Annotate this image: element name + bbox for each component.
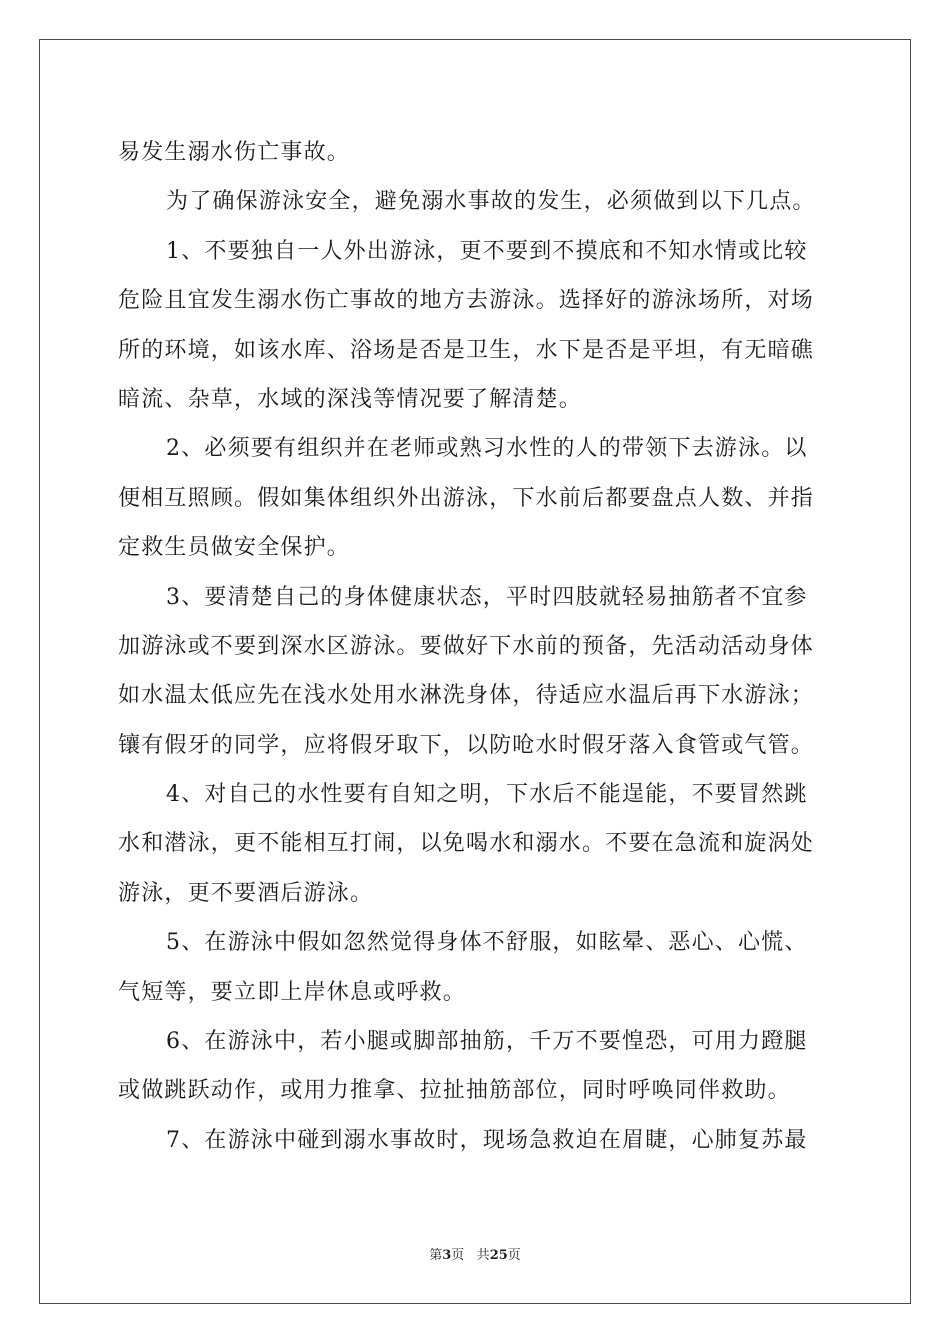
text-line: 加游泳或不要到深水区游泳。要做好下水前的预备，先活动活动身体 <box>118 633 815 659</box>
total-prefix: 共 <box>476 1248 490 1263</box>
paragraph-item-4: 4、对自己的水性要有自知之明，下水后不能逞能，不要冒然跳 <box>166 782 808 808</box>
text-line: 所的环境，如该水库、浴场是否是卫生，水下是否是平坦，有无暗礁 <box>118 337 815 363</box>
text-line: 游泳，更不要酒后游泳。 <box>118 880 374 906</box>
text-line: 如水温太低应先在浅水处用水淋洗身体，待适应水温后再下水游泳； <box>118 683 815 709</box>
paragraph-intro: 为了确保游泳安全，避免溺水事故的发生，必须做到以下几点。 <box>166 189 816 215</box>
paragraph-item-3: 3、要清楚自己的身体健康状态，平时四肢就轻易抽筋者不宜参 <box>166 584 808 610</box>
page-prefix: 第 <box>429 1248 443 1263</box>
paragraph-item-7: 7、在游泳中碰到溺水事故时，现场急救迫在眉睫，心肺复苏最 <box>166 1127 808 1153</box>
text-line: 镶有假牙的同学，应将假牙取下，以防呛水时假牙落入食管或气管。 <box>118 732 815 758</box>
text-line: 易发生溺水伤亡事故。 <box>118 140 351 165</box>
text-line: 或做跳跃动作，或用力推拿、拉扯抽筋部位，同时呼唤同伴救助。 <box>118 1078 791 1104</box>
page-suffix: 页 <box>451 1248 465 1263</box>
total-pages: 25 <box>489 1248 508 1263</box>
text-line: 定救生员做安全保护。 <box>118 535 351 561</box>
text-line: 危险且宜发生溺水伤亡事故的地方去游泳。选择好的游泳场所，对场 <box>118 288 815 314</box>
document-body <box>118 128 834 1165</box>
total-suffix: 页 <box>507 1248 521 1263</box>
paragraph-item-1: 1、不要独自一人外出游泳，更不要到不摸底和不知水情或比较 <box>166 238 808 264</box>
text-line: 气短等，要立即上岸休息或呼救。 <box>118 979 467 1005</box>
text-line: 水和潜泳，更不能相互打闹，以免喝水和溺水。不要在急流和旋涡处 <box>118 831 815 857</box>
paragraph-item-6: 6、在游泳中，若小腿或脚部抽筋，千万不要惶恐，可用力蹬腿 <box>166 1029 808 1055</box>
text-line: 暗流、杂草，水域的深浅等情况要了解清楚。 <box>118 386 583 412</box>
text-line: 便相互照顾。假如集体组织外出游泳，下水前后都要盘点人数、并指 <box>118 485 815 511</box>
page-number: 3 <box>442 1248 452 1263</box>
page-footer <box>0 1244 950 1263</box>
paragraph-item-2: 2、必须要有组织并在老师或熟习水性的人的带领下去游泳。以 <box>166 436 808 462</box>
paragraph-item-5: 5、在游泳中假如忽然觉得身体不舒服，如眩晕、恶心、心慌、 <box>166 930 808 956</box>
